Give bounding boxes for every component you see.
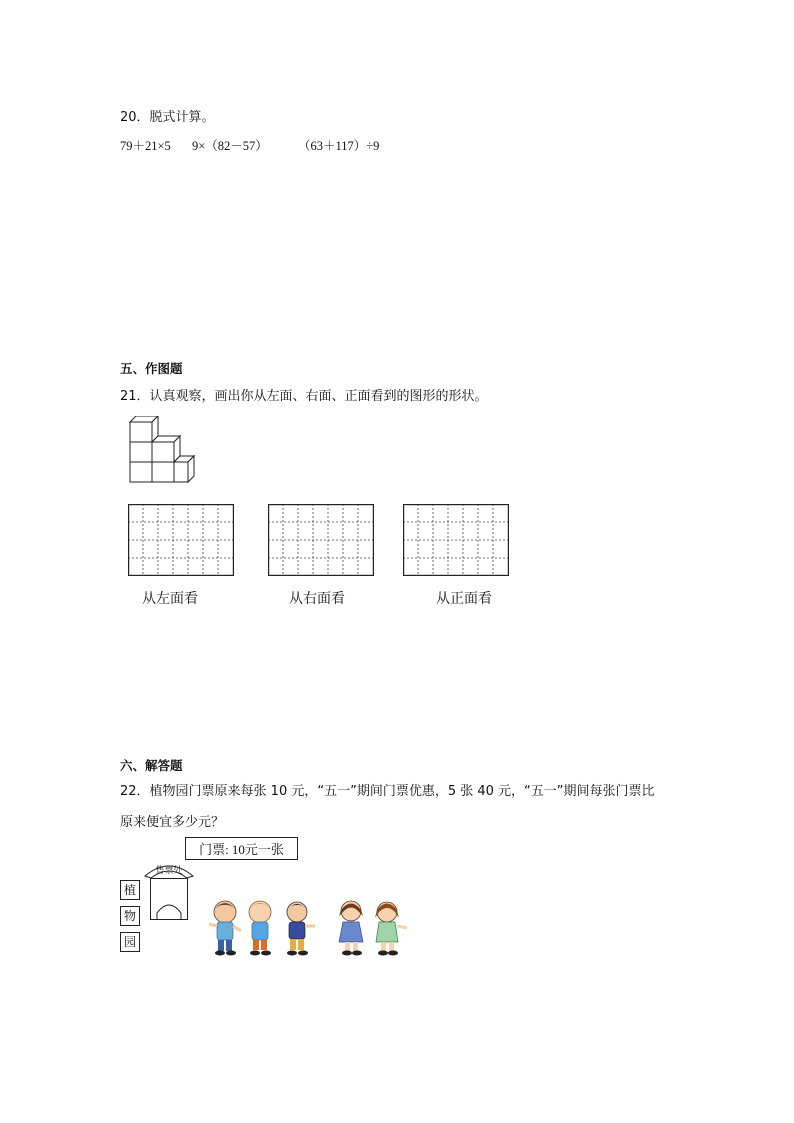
caption-front-view: 从正面看 — [436, 591, 492, 607]
q22-text-line-2: 原来便宜多少元？ — [120, 815, 225, 830]
gate-sign-char-3: 园 — [120, 932, 140, 952]
q20-expression-1: 79＋21×5 — [120, 139, 171, 153]
q20-expression-2: 9×（82－57） — [192, 139, 268, 153]
child-figure-2 — [249, 901, 271, 956]
child-figure-3 — [287, 902, 315, 956]
q21-title: 21．认真观察，画出你从左面、右面、正面看到的图形的形状。 — [120, 389, 488, 404]
section-5-heading: 五、作图题 — [120, 361, 183, 376]
booth-roof-sign — [143, 856, 195, 878]
caption-right-view: 从右面看 — [289, 591, 345, 607]
q20-expression-3: （63＋117）÷9 — [298, 139, 380, 153]
gate-sign-char-2: 物 — [120, 906, 140, 926]
grid-front-view[interactable] — [403, 504, 509, 576]
q22-text-line-1: 22．植物园门票原来每张 10 元，“五一”期间门票优惠，5 张 40 元，“五一”期间每张门票比 — [120, 784, 655, 799]
grid-left-view[interactable] — [128, 504, 234, 576]
caption-left-view: 从左面看 — [142, 591, 198, 607]
booth-label: 售票处 — [155, 865, 183, 875]
section-6-heading: 六、解答题 — [120, 758, 183, 773]
grid-right-view[interactable] — [268, 504, 374, 576]
children-queue-illustration — [205, 898, 415, 956]
q20-title: 20．脱式计算。 — [120, 110, 215, 125]
child-figure-1 — [209, 901, 241, 956]
cube-stack-figure — [122, 416, 198, 488]
ticket-booth — [150, 878, 188, 920]
ticket-price-sign: 门票: 10元一张 — [185, 837, 298, 860]
child-figure-5 — [375, 902, 407, 956]
gate-sign-char-1: 植 — [120, 880, 140, 900]
child-figure-4 — [339, 901, 363, 956]
